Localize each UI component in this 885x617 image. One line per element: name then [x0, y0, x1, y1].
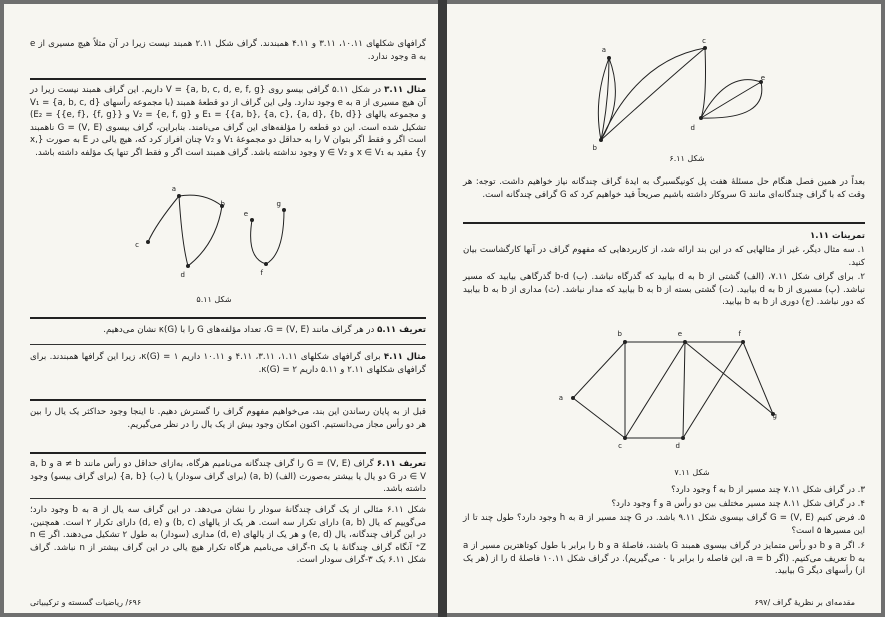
book-gutter [438, 0, 447, 617]
definition-5-body: در هر گراف مانند G = (V, E)، تعداد مؤلفه‌های G را با κ(G) نشان می‌دهیم. [103, 325, 375, 335]
figure-6-11-caption: شکل ۶.۱۱ [669, 154, 705, 163]
page-footer-right [755, 598, 855, 607]
running-title: / ریاضیات گسسته و ترکیبیاتی [30, 598, 129, 607]
vertex-label-b: b [592, 144, 597, 152]
divider [30, 78, 426, 80]
vertex-label-d: d [690, 124, 695, 132]
vertex-label-a: a [601, 46, 606, 54]
exercise-2: ۲. برای گراف شکل ۷.۱۱، (الف) گشتی از b به d بیابید که گذرگاه نباشد. (ب) b-d گذرگاهی بیابید که مسیر نباشد. (پ) مسیری از b به d بیابید. (ت) گشتی بسته از b به b بیابید که مدار نباشد. (ث) مداری از b به b بیابید که دور نباشد. (ج) دوری از b به b بیابید. [463, 272, 865, 308]
paragraph-figure-6: شکل ۶.۱۱ مثالی از یک گراف چندگانهٔ سودار را نشان می‌دهد. در این گراف سه یال از a به b وجود دارد؛ می‌گوییم که یال (a, b) دارای تکرار سه است. هر یک از یالهای (b, c) و (d, e) دارای تکرار ۲ است. همچنین، در این گراف چندگانه، یال (e, d) و هر یک از یالهای (d, e) مداری (سودار) به طول ۲ تشکیل می‌دهند. اگر n ∈ Z⁺ آنگاه گراف چندگانهٔ با یک n-گراف می‌نامیم هرگاه تکرار هیچ یالی در این گراف بیشتر از n نباشد. گراف شکل ۶.۱۱ یک ۳-گراف سودار است. [30, 505, 427, 566]
figure-5-11-caption: شکل ۵.۱۱ [196, 295, 232, 304]
vertex-label-e: e [677, 330, 682, 338]
edge-f-g [743, 342, 773, 414]
divider [30, 344, 426, 345]
edge-b-c-2 [601, 48, 705, 140]
definition-6-body: گراف G = (V, E) را گراف چندگانه می‌نامیم هرگاه، به‌ازای حداقل دو رأس مانند a ≠ b و a, b ∈ V در G دو یال یا بیشتر به‌صورت (الف) (a, b) (برای گراف سودار) یا (ب) {a, b} (برای گراف بیسو) وجود داشته باشد. [30, 459, 426, 495]
paragraph-before-definition-6: قبل از به پایان رساندن این بند، می‌خواهیم مفهوم گراف را گسترش دهیم. تا اینجا وجود حداکثر یک یال را بین هر دو رأس مجاز می‌دانستیم. اکنون امکان وجود بیش از یک یال را در نظر می‌گیریم. [30, 407, 426, 430]
vertex-label-c: c [702, 37, 706, 45]
edge-c-d [701, 48, 706, 118]
paragraph-intro: گرافهای شکلهای ۱۰.۱۱، ۳.۱۱ و ۴.۱۱ همبندند. گراف شکل ۲.۱۱ همبند نیست زیرا در آن مثلاً هیچ مسیری از e به a وجود ندارد. [30, 39, 426, 62]
page-number: ۶۹۷ [754, 598, 768, 607]
example-3-title: مثال ۳.۱۱ [384, 85, 426, 95]
exercise-3: ۳. در گراف شکل ۷.۱۱ چند مسیر از b به f وجود دارد؟ [671, 485, 865, 495]
divider [30, 452, 426, 454]
vertex-label-c: c [618, 442, 622, 450]
example-3-body: در شکل ۵.۱۱ گرافی بیسو روی V = {a, b, c, d, e, f, g} داریم. این گراف همبند نیست زیرا در آن هیچ مسیری از a به e وجود ندارد. ولی این گراف از دو قطعهٔ همبند (با مجموعه رأسهای V₁ = {a, b, c, d} و مجموعه یالهای E₁ = {{a, b}, {a, c}, {a, d}, {b, d}} و V₂ = {e, f, g} و E₂ = {{e, f}, {f, g}}) تشکیل شده است. این دو قطعه را مؤلفه‌های این گراف می‌نامند. بنابراین، گراف بیسوی G = (V, E) ناهمبند است اگر و فقط اگر بتوان V را به حداقل دو مجموعهٔ V₁ و V₂ چنان افراز کرد که، هیچ یالی در E به صورت {x, y} مقید به x ∈ V₁ و y ∈ V₂ وجود نداشته باشد. گراف همبند است اگر و فقط اگر تنها یک مؤلفه داشته باشد. [30, 85, 426, 158]
definition-6 [30, 458, 426, 496]
paragraph-multigraph-note: بعداً در همین فصل هنگام حل مسئلهٔ هفت پل کونیگسبرگ به ایدهٔ گراف چندگانه نیاز خواهیم داشت. توجه: هر وقت که با گراف چندگانه‌ای مانند G سروکار داشته باشیم صریحاً قید خواهیم کرد که G گرافی چندگانه است. [463, 177, 865, 200]
page-left [4, 4, 438, 613]
edge-e-g [685, 342, 773, 414]
running-title: مقدمه‌ای بر نظریهٔ گراف / [767, 598, 855, 607]
figure-6-11 [592, 37, 777, 152]
edge-f-g [266, 210, 284, 264]
vertex-label-d: d [180, 271, 185, 279]
vertex-label-d: d [675, 442, 680, 450]
definition-5-title: تعریف ۵.۱۱ [377, 325, 426, 335]
vertex-label-b: b [617, 330, 622, 338]
edge-d-e-2 [701, 82, 761, 118]
divider [463, 222, 865, 224]
vertex-label-a: a [171, 185, 176, 193]
exercise-5: ۵. فرض کنیم G = (V, E) گراف بیسوی شکل ۹.۱۱ باشد. در G چند مسیر از a به h وجود دارد؟ طول چند تا از این مسیرها ۵ است؟ [463, 513, 865, 536]
page-number: ۶۹۶ [128, 598, 142, 607]
exercise-1: ۱. سه مثال دیگر، غیر از مثالهایی که در این بند ارائه شد، از کاربردهایی که مفهوم گراف در آنها کارگشاست بیان کنید. [463, 245, 865, 268]
divider [30, 498, 426, 499]
vertex-label-f: f [260, 269, 263, 277]
exercise-6: ۶. اگر a و b دو رأس متمایز در گراف بیسوی همبند G باشند، فاصلهٔ a و b را برابر با طول کوتاهترین مسیر از a به b تعریف می‌کنیم. (اگر a = b، این فاصله را برابر با ۰ می‌گیریم). در گراف شکل ۱۰.۱۱ فاصلهٔ d را از (هر یک از) رأسهای دیگر G بیابید. [463, 541, 866, 577]
page-footer-left [30, 598, 141, 607]
edge-c-e [625, 342, 685, 438]
vertex-label-a: a [558, 394, 563, 402]
vertex-label-g: g [772, 412, 777, 420]
edge-b-d [188, 206, 222, 266]
figure-7-11 [558, 330, 787, 454]
edge-a-c [148, 196, 179, 242]
edge-a-b [573, 342, 625, 398]
vertex-label-g: g [276, 200, 281, 208]
edge-a-b [179, 195, 222, 206]
vertex-label-e: e [243, 210, 248, 218]
edge-d-f [683, 342, 743, 438]
vertex-label-e: e [760, 74, 765, 82]
example-3 [30, 84, 426, 160]
definition-5 [30, 324, 426, 337]
edge-e-f [251, 220, 266, 264]
figure-5-11 [134, 184, 314, 284]
exercises-title: تمرینات ۱.۱۱ [810, 231, 865, 241]
edge-a-c [573, 398, 625, 438]
vertex-label-b: b [220, 200, 225, 208]
example-4-body: برای گرافهای شکلهای ۱.۱۱، ۳.۱۱، ۴.۱۱ و ۱۰.۱۱ داریم κ(G) = ۱، زیرا این گرافها همبندند. برای گرافهای شکلهای ۲.۱۱ و ۵.۱۱ داریم κ(G) = ۲. [30, 352, 426, 375]
page-right [447, 4, 881, 613]
figure-7-11-caption: شکل ۷.۱۱ [674, 468, 710, 477]
edge-a-d [179, 196, 188, 266]
divider [30, 317, 426, 319]
vertex-label-f: f [738, 330, 741, 338]
edge-e-d [683, 342, 685, 438]
divider [30, 399, 426, 401]
example-4-title: مثال ۴.۱۱ [383, 352, 426, 362]
vertex-label-c: c [135, 241, 139, 249]
example-4 [30, 351, 426, 376]
exercise-4: ۴. در گراف شکل ۸.۱۱ چند مسیر مختلف بین دو رأس a و f وجود دارد؟ [611, 499, 865, 509]
definition-6-title: تعریف ۶.۱۱ [376, 459, 426, 469]
